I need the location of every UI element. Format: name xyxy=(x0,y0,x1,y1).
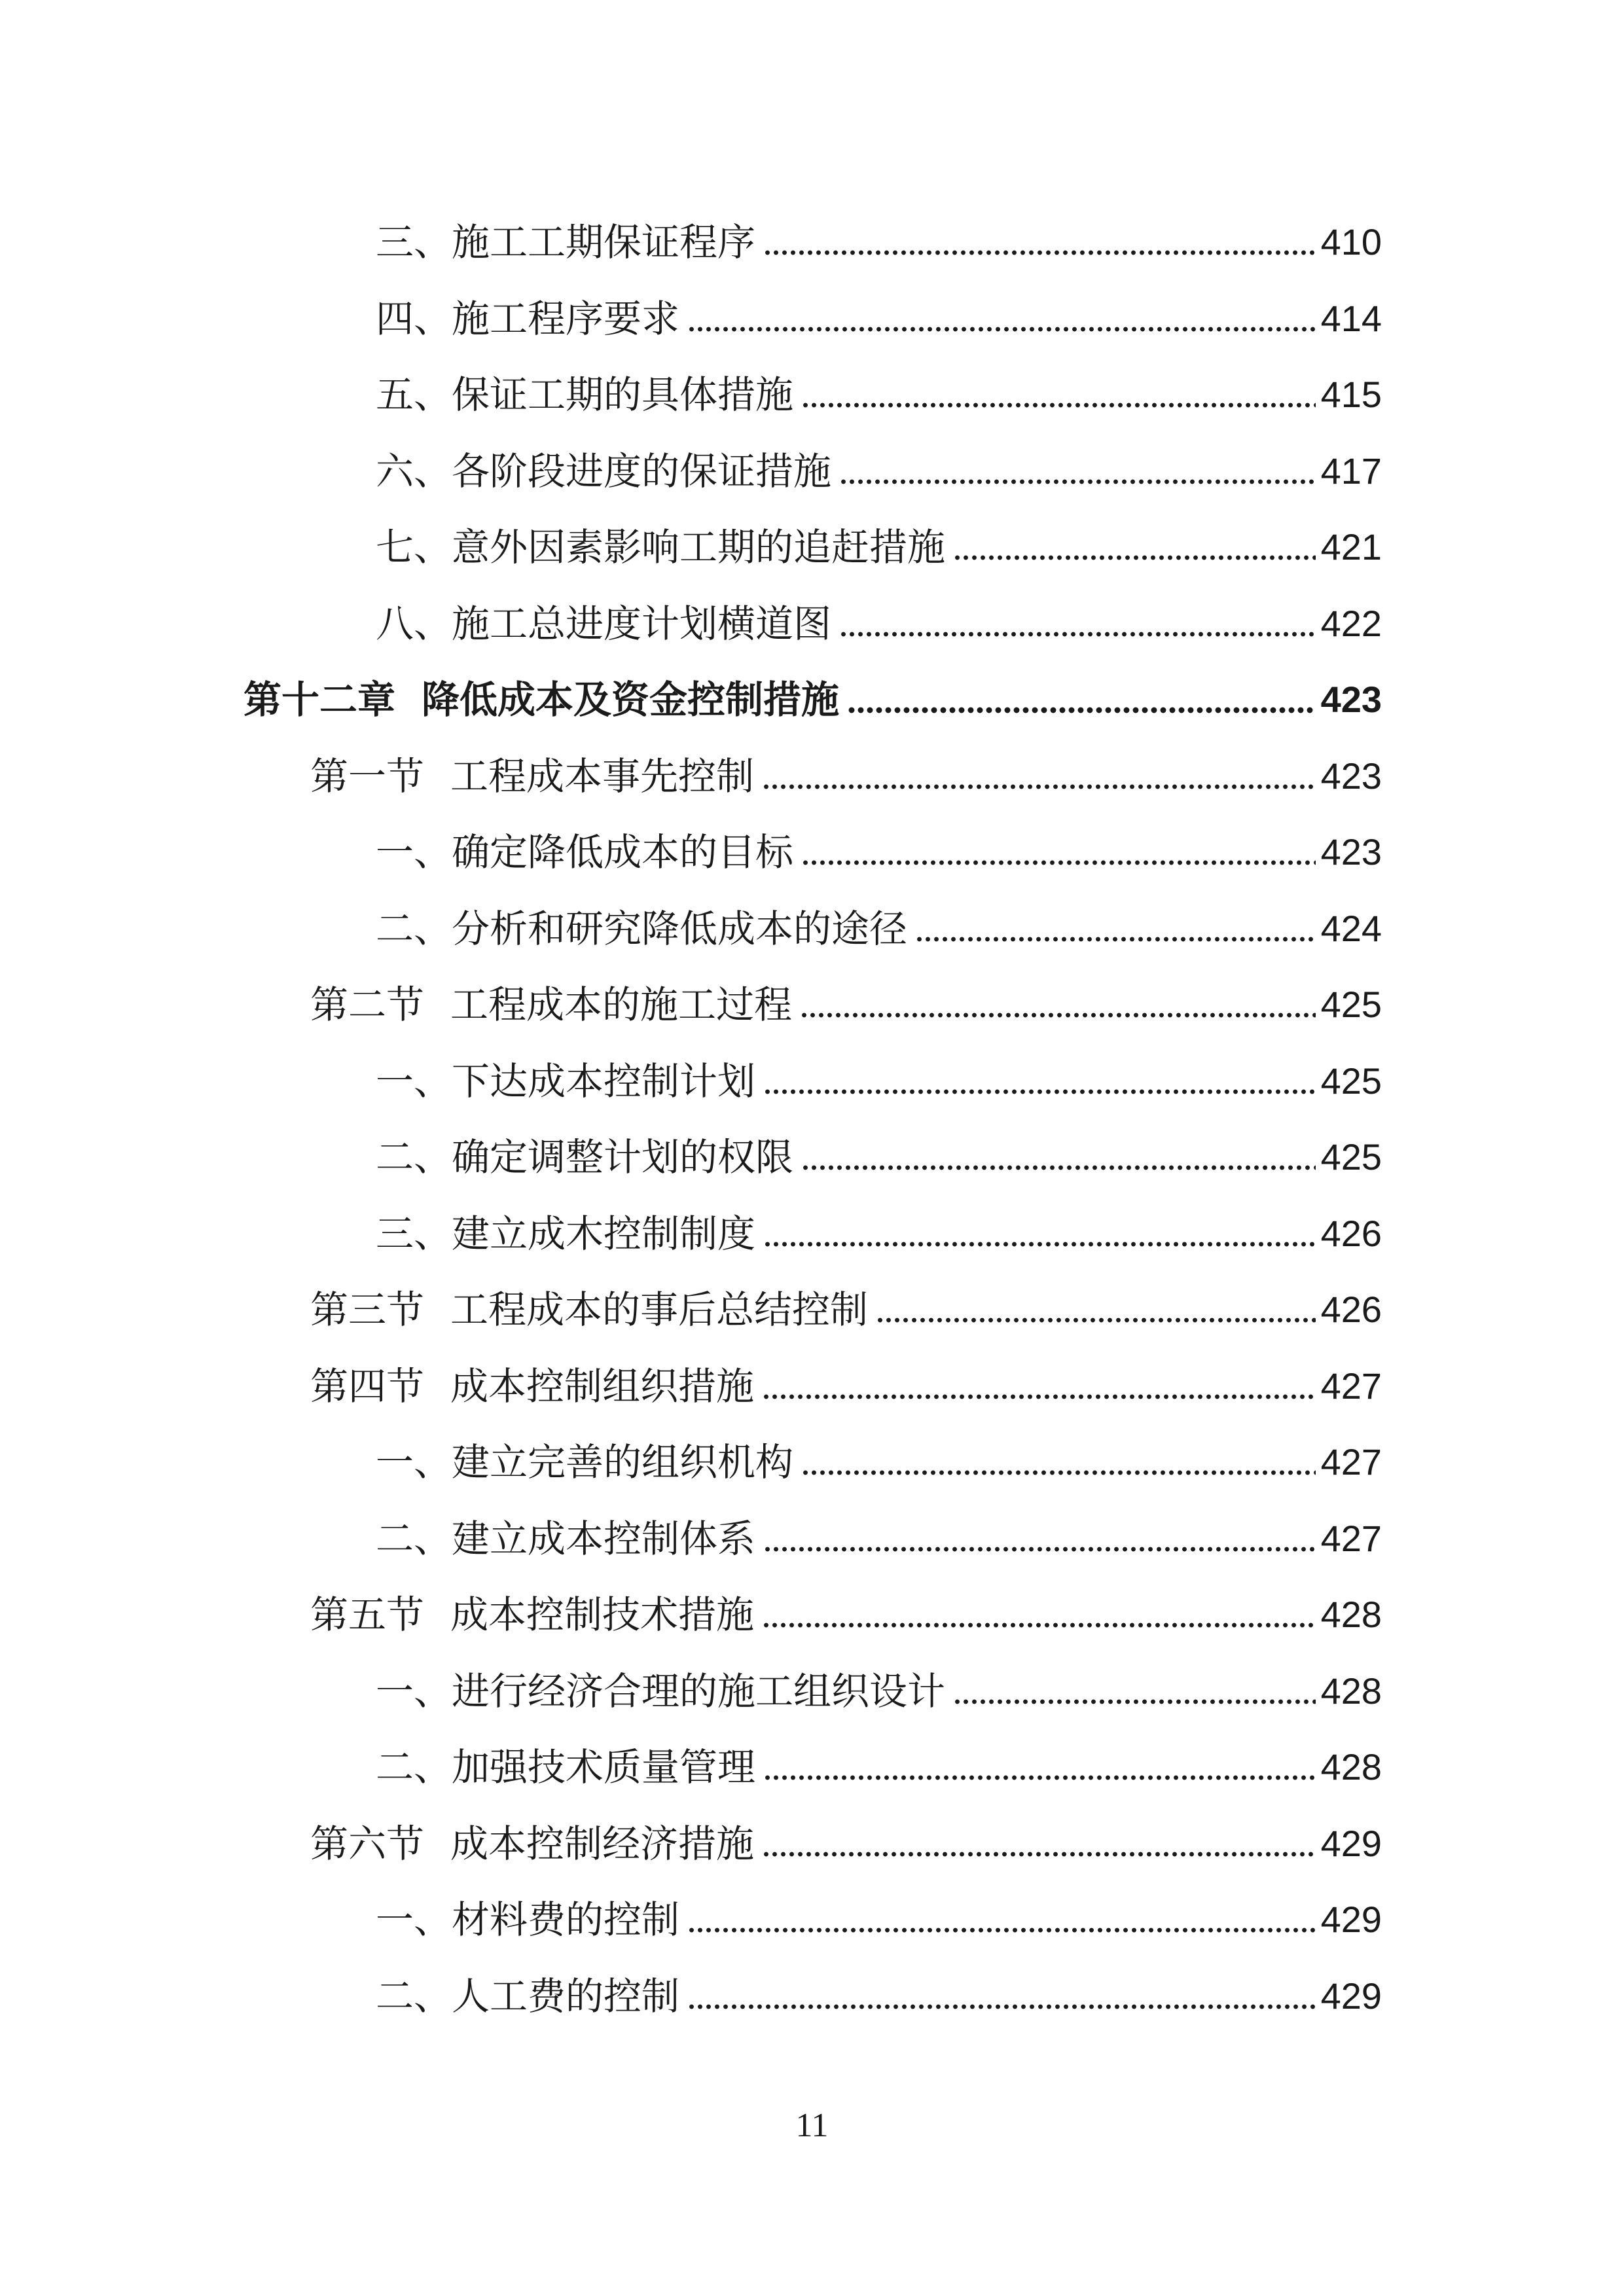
toc-entry[interactable] xyxy=(376,1893,1382,1946)
toc-entry-page: 428 xyxy=(1320,1746,1382,1787)
toc-entry[interactable] xyxy=(310,1818,1382,1870)
toc-entry[interactable] xyxy=(376,1513,1382,1565)
dot-leader xyxy=(801,1469,1316,1477)
dot-leader xyxy=(763,1240,1316,1248)
toc-entry[interactable] xyxy=(310,1588,1382,1641)
toc-entry-page: 422 xyxy=(1320,602,1382,644)
toc-entry-title: 八、施工总进度计划横道图 xyxy=(376,601,832,646)
toc-entry[interactable] xyxy=(376,1131,1382,1183)
toc-entry-title: 五、保证工期的具体措施 xyxy=(376,372,794,417)
dot-leader xyxy=(800,1011,1316,1019)
toc-entry-title: 一、建立完善的组织机构 xyxy=(376,1440,794,1484)
toc-entry-page: 423 xyxy=(1320,679,1382,720)
toc-entry-number: 第三节 xyxy=(310,1287,425,1332)
dot-leader xyxy=(687,325,1316,333)
toc-entry-title: 一、材料费的控制 xyxy=(376,1897,680,1942)
toc-entry-page: 429 xyxy=(1320,1975,1382,2017)
dot-leader xyxy=(763,1545,1316,1553)
toc-entry[interactable] xyxy=(376,1436,1382,1488)
toc-entry-title: 降低成本及资金控制措施 xyxy=(422,677,840,722)
toc-entry[interactable] xyxy=(310,978,1382,1031)
toc-entry-title: 四、施工程序要求 xyxy=(376,296,680,341)
toc-entry-page: 425 xyxy=(1320,1060,1382,1102)
toc-entry[interactable] xyxy=(376,1970,1382,2022)
toc-entry[interactable] xyxy=(376,368,1382,421)
toc-entry-page: 427 xyxy=(1320,1441,1382,1482)
toc-entry[interactable] xyxy=(376,1208,1382,1260)
toc-entry-title: 一、进行经济合理的施工组织设计 xyxy=(376,1668,946,1713)
dot-leader xyxy=(953,1698,1316,1706)
toc-entry-page: 428 xyxy=(1320,1670,1382,1712)
toc-entry[interactable] xyxy=(376,293,1382,345)
toc-entry[interactable] xyxy=(376,1741,1382,1793)
toc-entry-page: 428 xyxy=(1320,1594,1382,1635)
toc-entry-title: 工程成本事先控制 xyxy=(450,753,755,798)
toc-entry[interactable] xyxy=(376,598,1382,650)
toc-entry-page: 414 xyxy=(1320,297,1382,339)
dot-leader xyxy=(839,478,1316,486)
toc-entry-title: 三、建立成木控制制度 xyxy=(376,1211,756,1256)
dot-leader xyxy=(763,1088,1316,1096)
toc-entry-title: 六、各阶段进度的保证措施 xyxy=(376,448,832,493)
toc-entry-title: 二、建立成本控制体系 xyxy=(376,1516,756,1561)
dot-leader xyxy=(687,1926,1316,1934)
toc-entry[interactable] xyxy=(376,1055,1382,1107)
toc-entry[interactable] xyxy=(310,1283,1382,1336)
dot-leader xyxy=(801,1164,1316,1172)
toc-entry-page: 429 xyxy=(1320,1899,1382,1940)
toc-entry[interactable] xyxy=(310,1360,1382,1412)
toc-entry-page: 425 xyxy=(1320,1136,1382,1177)
dot-leader xyxy=(915,935,1316,943)
dot-leader xyxy=(839,630,1316,638)
toc-entry[interactable] xyxy=(310,750,1382,802)
toc-entry-page: 423 xyxy=(1320,755,1382,797)
toc-entry-page: 426 xyxy=(1320,1289,1382,1330)
dot-leader xyxy=(762,1393,1316,1401)
dot-leader xyxy=(876,1316,1316,1324)
toc-entry-title: 一、确定降低成本的目标 xyxy=(376,830,794,874)
toc-entry[interactable] xyxy=(376,1665,1382,1717)
toc-entry-page: 426 xyxy=(1320,1212,1382,1254)
toc-entry-title: 成本控制技术措施 xyxy=(450,1592,755,1637)
dot-leader xyxy=(762,1621,1316,1629)
toc-entry-number: 第四节 xyxy=(310,1363,425,1408)
toc-entry-page: 410 xyxy=(1320,221,1382,262)
dot-leader xyxy=(687,2003,1316,2011)
toc-entry-page: 429 xyxy=(1320,1822,1382,1864)
toc-entry-page: 421 xyxy=(1320,526,1382,567)
dot-leader xyxy=(953,554,1316,562)
dot-leader xyxy=(762,783,1316,791)
dot-leader xyxy=(763,249,1316,257)
toc-entry[interactable] xyxy=(244,673,1382,726)
dot-leader xyxy=(801,859,1316,867)
toc-entry-title: 二、加强技术质量管理 xyxy=(376,1745,756,1789)
toc-entry-title: 工程成本的施工过程 xyxy=(450,982,793,1027)
toc-entry-page: 425 xyxy=(1320,984,1382,1025)
dot-leader xyxy=(762,1850,1316,1858)
toc-entry-page: 423 xyxy=(1320,831,1382,872)
toc-entry[interactable] xyxy=(376,521,1382,573)
dot-leader xyxy=(847,706,1316,714)
toc-entry-page: 417 xyxy=(1320,450,1382,492)
dot-leader xyxy=(801,401,1316,409)
toc-entry[interactable] xyxy=(376,826,1382,878)
toc-entry-title: 三、施工工期保证程序 xyxy=(376,220,756,264)
page-number: 11 xyxy=(795,2107,829,2144)
toc-entry-page: 424 xyxy=(1320,907,1382,949)
toc-entry-title: 工程成本的事后总结控制 xyxy=(450,1287,869,1332)
toc-entry-number: 第六节 xyxy=(310,1821,425,1866)
toc-entry[interactable] xyxy=(376,445,1382,497)
toc-entry-page: 415 xyxy=(1320,374,1382,415)
toc-entry-number: 第一节 xyxy=(310,753,425,798)
toc-entry-number: 第十二章 xyxy=(244,677,396,722)
toc-entry-page: 427 xyxy=(1320,1365,1382,1407)
dot-leader xyxy=(763,1774,1316,1782)
toc-entry-title: 二、人工费的控制 xyxy=(376,1973,680,2018)
toc-entry-number: 第五节 xyxy=(310,1592,425,1637)
toc-entry-title: 成本控制经济措施 xyxy=(450,1821,755,1866)
toc-entry-title: 一、下达成本控制计划 xyxy=(376,1058,756,1103)
toc-entry-page: 427 xyxy=(1320,1517,1382,1559)
toc-entry[interactable] xyxy=(376,903,1382,955)
toc-entry-title: 二、分析和研究降低成本的途径 xyxy=(376,906,908,951)
toc-entry-title: 成本控制组织措施 xyxy=(450,1363,755,1408)
toc-entry-title: 二、确定调整计划的权限 xyxy=(376,1135,794,1179)
toc-entry[interactable] xyxy=(376,216,1382,268)
toc-entry-number: 第二节 xyxy=(310,982,425,1027)
toc-entry-title: 七、意外因素影响工期的追赶措施 xyxy=(376,525,946,569)
